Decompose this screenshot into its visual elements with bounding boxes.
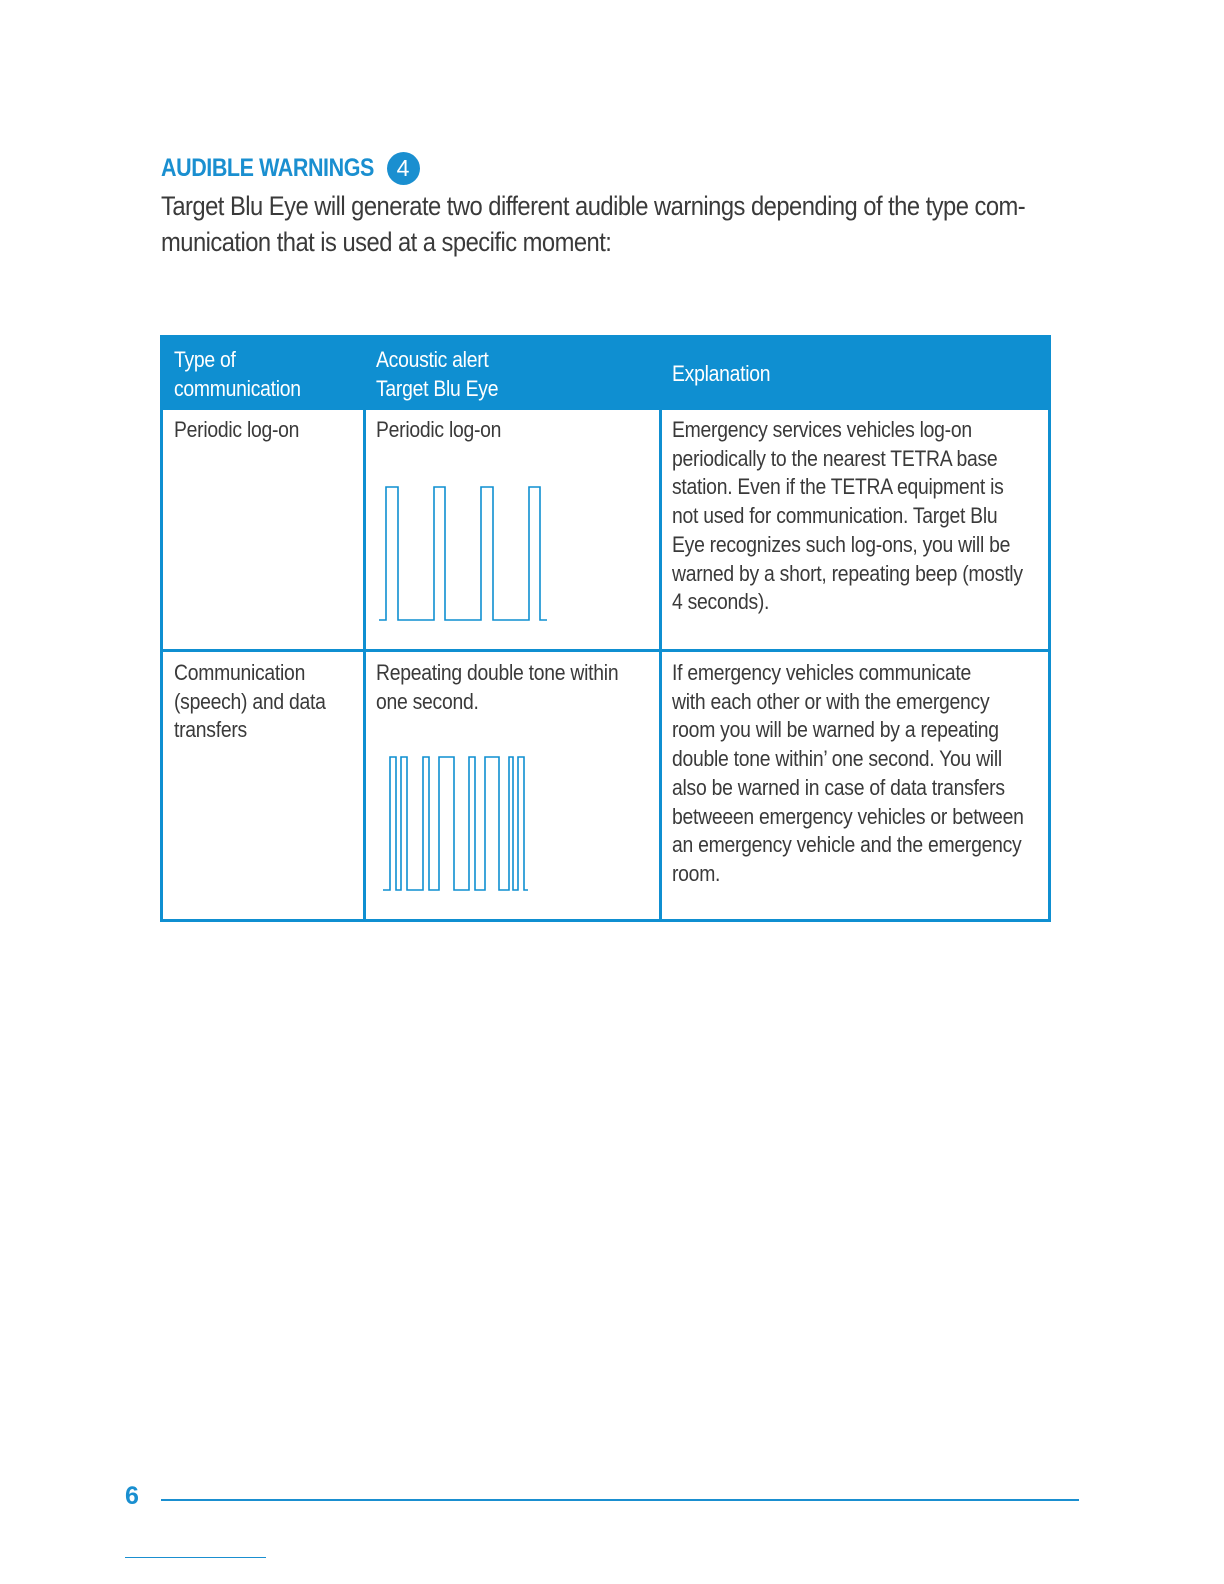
header-col1-line-2: communication — [174, 376, 301, 401]
row2-type-line-2: (speech) and data — [174, 688, 326, 714]
table-header-row — [163, 338, 1048, 410]
row2-alert-cell — [376, 659, 618, 716]
row2-alert-line-1: Repeating double tone within — [376, 660, 619, 685]
row2-type-line-1: Communication — [174, 660, 306, 685]
intro-line-1: Target Blu Eye will generate two different audible warnings depending of the type com- — [161, 191, 1026, 221]
row1-explanation-line-6: warned by a short, repeating beep (mostly — [672, 560, 1023, 586]
header-type-of-communication — [174, 345, 301, 403]
section-number-badge: 4 — [387, 152, 420, 185]
row1-type-line-1: Periodic log-on — [174, 417, 300, 442]
periodic-beep-waveform — [377, 484, 553, 624]
row2-explanation-line-6: betweeen emergency vehicles or between — [672, 803, 1024, 829]
section-title: AUDIBLE WARNINGS — [161, 154, 374, 182]
intro-line-2: munication that is used at a specific moment: — [161, 227, 612, 257]
row1-explanation-line-3: station. Even if the TETRA equipment is — [672, 474, 1004, 500]
intro-paragraph — [161, 188, 1050, 260]
row-divider — [163, 649, 1048, 652]
page-number: 6 — [125, 1482, 139, 1510]
row2-explanation-line-5: also be warned in case of data transfers — [672, 774, 1005, 800]
column-divider-1 — [363, 410, 366, 919]
section-heading — [161, 152, 420, 185]
row2-explanation-line-4: double tone within’ one second. You will — [672, 746, 1002, 772]
row1-explanation-line-4: not used for communication. Target Blu — [672, 503, 998, 529]
header-col2-line-2: Target Blu Eye — [376, 376, 499, 401]
footer-rule — [161, 1499, 1079, 1501]
row2-explanation-line-3: room you will be warned by a repeating — [672, 717, 999, 743]
footnote-rule — [125, 1557, 266, 1558]
row1-alert-cell — [376, 416, 501, 445]
row2-type-cell — [174, 659, 326, 745]
row2-explanation-line-8: room. — [672, 860, 721, 886]
audible-warnings-table — [160, 335, 1051, 922]
double-tone-waveform — [381, 754, 533, 894]
row1-explanation-line-1: Emergency services vehicles log-on — [672, 417, 972, 442]
row2-explanation-line-7: an emergency vehicle and the emergency — [672, 832, 1022, 858]
row1-explanation-cell — [672, 416, 1023, 617]
row2-alert-line-2: one second. — [376, 688, 479, 714]
header-col2-line-1: Acoustic alert — [376, 347, 489, 372]
row2-explanation-cell — [672, 659, 1024, 889]
header-explanation: Explanation — [672, 361, 771, 386]
row1-explanation-line-7: 4 seconds). — [672, 589, 770, 615]
row1-explanation-line-2: periodically to the nearest TETRA base — [672, 445, 998, 471]
row1-type-cell — [174, 416, 299, 445]
row1-alert-line-1: Periodic log-on — [376, 417, 502, 442]
header-col1-line-1: Type of — [174, 347, 236, 372]
row2-explanation-line-1: If emergency vehicles communicate — [672, 660, 972, 685]
column-divider-2 — [659, 410, 662, 919]
row2-type-line-3: transfers — [174, 717, 247, 743]
row1-explanation-line-5: Eye recognizes such log-ons, you will be — [672, 531, 1011, 557]
row2-explanation-line-2: with each other or with the emergency — [672, 688, 990, 714]
header-acoustic-alert — [376, 345, 498, 403]
